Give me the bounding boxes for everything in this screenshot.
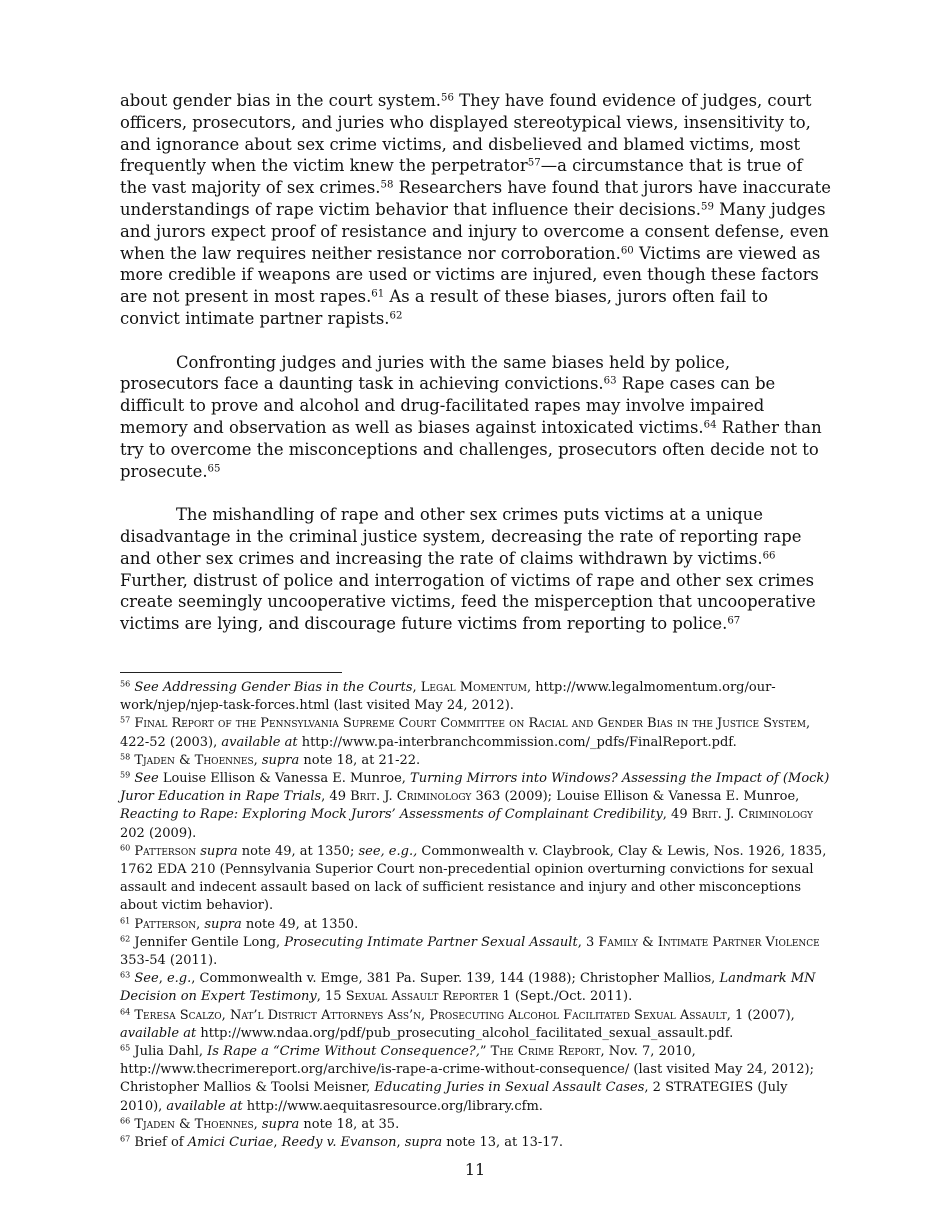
page-number: 11	[464, 1160, 486, 1179]
footnote-ref-64[interactable]: 64	[703, 419, 717, 431]
body-text	[120, 90, 832, 635]
paragraph-2: Confronting judges and juries with the same biases held by police, prosecutors face a daunting task in achieving convictions.$^{63}$ Rape cases can be difficult to prove and alcohol and drug-facilitated rapes may involve impaired memory and observation as well as biases against intoxicated victims.$^{64}$ Rather than try to overcome the misconceptions and challenges, prosecutors often decide not to prosecute.$^{65}$	[120, 352, 822, 481]
footnote-60: $^{60}$ Patterson supra note 49, at 1350; see, e.g., Commonwealth v. Claybrook, Clay & Lewis, Nos. 1926, 1835, 1762 EDA 210 (Pennsylvania Superior Court non-precedential opinion overturning convictions for sexual assault and indecent assault based on lack of sufficient resistance and injury and other misconceptions about victim behavior).	[120, 843, 827, 914]
footnote-separator	[120, 672, 342, 673]
footnote-ref-62[interactable]: 62	[389, 310, 403, 322]
footnote-63: $^{63}$ See, e.g., Commonwealth v. Emge, 381 Pa. Super. 139, 144 (1988); Christopher Mallios, Landmark MN Decision on Expert Testimony, 15 Sexual Assault Reporter 1 (Sept./Oct. 2011).	[120, 970, 816, 1005]
footnote-64: $^{64}$ Teresa Scalzo, Nat’l District Attorneys Ass’n, Prosecuting Alcohol Facilitated Sexual Assault, 1 (2007), available at http://www.ndaa.org/pdf/pub_prosecuting_alcohol_facilitated_sexual_assault.pdf.	[120, 1007, 795, 1041]
footnote-ref-60[interactable]: 60	[620, 245, 634, 256]
footnote-ref-65[interactable]: 65	[207, 462, 221, 474]
footnote-ref-57[interactable]: 57	[527, 157, 541, 169]
paragraph-1: about gender bias in the court system.$^{56}$ They have found evidence of judges, court officers, prosecutors, and juries who displayed stereotypical views, insensitivity to, and ignorance about sex crime victims, and disbelieved and blamed victims, most frequently when the victim knew the perpetrator$^{57}$—a circumstance that is true of the vast majority of sex crimes.$^{58}$ Researchers have found that jurors have inaccurate understandings of rape victim behavior that influence their decisions.$^{59}$ Many judges and jurors expect proof of resistance and injury to overcome a consent defense, even when the law requires neither resistance nor corroboration.$^{60}$ Victims are viewed as more credible if weapons are used or victims are injured, even though these factors are not present in most rapes.$^{61}$ As a result of these biases, jurors often fail to convict intimate partner rapists.$^{62}$	[120, 91, 831, 328]
footnote-57: $^{57}$ Final Report of the Pennsylvania Supreme Court Committee on Racial and Gender Bias in the Justice System, 422-52 (2003), available at http://www.pa-interbranchcommission.com/_pdfs/FinalReport.pdf.	[120, 715, 811, 750]
footnote-61: $^{61}$ Patterson, supra note 49, at 1350.	[120, 916, 359, 932]
footnote-66: $^{66}$ Tjaden & Thoennes, supra note 18, at 35.	[120, 1116, 400, 1132]
footnote-ref-67[interactable]: 67	[727, 615, 741, 627]
footnote-62: $^{62}$ Jennifer Gentile Long, Prosecuting Intimate Partner Sexual Assault, 3 Family & Intimate Partner Violence 353-54 (2011).	[120, 934, 820, 968]
footnote-ref-59[interactable]: 59	[701, 201, 714, 213]
footnote-58: $^{58}$ Tjaden & Thoennes, supra note 18, at 21-22.	[120, 752, 421, 768]
document-page	[120, 90, 832, 1152]
paragraph-3: The mishandling of rape and other sex crimes puts victims at a unique disadvantage in the criminal justice system, decreasing the rate of reporting rape and other sex crimes and increasing the rate of claims withdrawn by victims.$^{66}$ Further, distrust of police and interrogation of victims of rape and other sex crimes create seemingly uncooperative victims, feed the misperception that uncooperative victims are lying, and discourage future victims from reporting to police.$^{67}$	[120, 505, 816, 634]
footnote-56: $^{56}$ See Addressing Gender Bias in the Courts, Legal Momentum, http://www.legalmomentum.org/our-work/njep/njep-task-forces.html (last visited May 24, 2012).	[120, 679, 776, 714]
footnote-ref-61[interactable]: 61	[371, 288, 385, 300]
footnote-ref-63[interactable]: 63	[603, 375, 617, 387]
footnote-ref-56[interactable]: 56	[441, 92, 454, 104]
footnote-ref-58[interactable]: 58	[380, 179, 394, 191]
footnote-65: $^{65}$ Julia Dahl, Is Rape a “Crime Without Consequence?,” The Crime Report, Nov. 7, 2010, http://www.thecrimereport.org/archive/is-rape-a-crime-without-consequence/ (last visited May 24, 2012); Christopher Mallios & Toolsi Meisner, Educating Juries in Sexual Assault Cases, 2 STRATEGIES (July 2010), available at http://www.aequitasresource.org/library.cfm.	[120, 1043, 814, 1114]
footnote-67: $^{67}$ Brief of Amici Curiae, Reedy v. Evanson, supra note 13, at 13-17.	[120, 1134, 563, 1150]
footnote-ref-66[interactable]: 66	[762, 550, 776, 562]
footnote-59: $^{59}$ See Louise Ellison & Vanessa E. Munroe, Turning Mirrors into Windows? Assessing the Impact of (Mock) Juror Education in Rape Trials, 49 Brit. J. Criminology 363 (2009); Louise Ellison & Vanessa E. Munroe, Reacting to Rape: Exploring Mock Jurors’ Assessments of Complainant Credibility, 49 Brit. J. Criminology 202 (2009).	[120, 770, 830, 841]
footnotes	[120, 679, 832, 1152]
